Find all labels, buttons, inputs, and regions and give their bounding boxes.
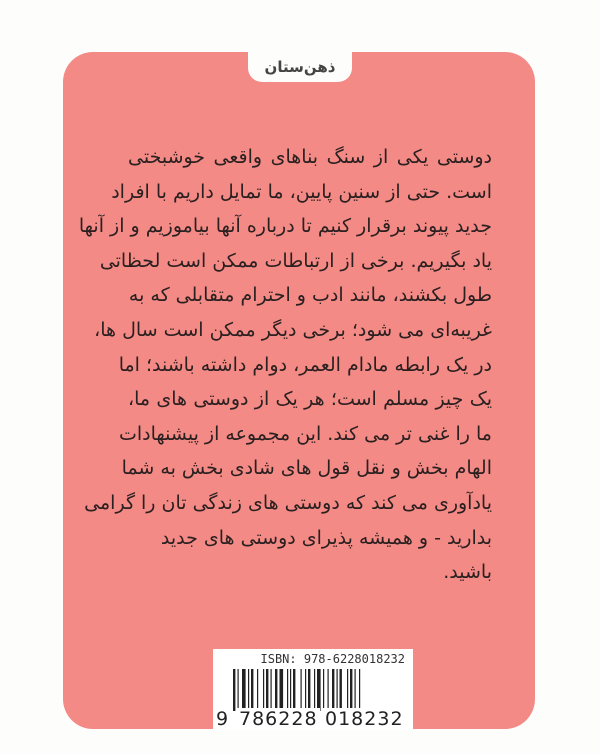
publisher-logo-tab xyxy=(248,52,352,82)
blurb-line: بدارید - و همیشه پذیرای دوستی های جدید xyxy=(160,526,492,549)
blurb-line: غریبه‌ای می شود؛ برخی دیگر ممکن است سال ها، xyxy=(94,318,492,341)
barcode-bar xyxy=(275,669,277,711)
barcode-bar xyxy=(317,669,321,711)
blurb-line: جدید پیوند برقرار کنیم تا درباره آنها بیاموزیم و از آنها xyxy=(78,215,492,238)
barcode-digits-right: 018232 xyxy=(325,708,404,730)
blurb-line: یادآوری می کند که دوستی های زندگی تان را گرامی xyxy=(84,491,492,514)
barcode-digit-first: 9 xyxy=(216,708,229,730)
barcode-bar xyxy=(293,669,295,711)
barcode-bar xyxy=(263,669,264,711)
barcode-bar xyxy=(347,669,348,711)
blurb-line: الهام بخش و نقل قول های شادی بخش به شما xyxy=(121,457,492,480)
barcode-bar xyxy=(233,669,235,711)
barcode-bar xyxy=(248,669,249,711)
barcode-bar xyxy=(314,669,315,711)
barcode-bar xyxy=(251,669,253,711)
isbn-barcode xyxy=(213,649,413,730)
back-cover-blurb xyxy=(78,140,492,590)
barcode-bar xyxy=(359,669,360,711)
barcode-bar xyxy=(332,669,334,711)
barcode-bar xyxy=(238,669,239,711)
barcode-digits-left: 786228 xyxy=(239,708,318,730)
blurb-line: ما را غنی تر می کند. این مجموعه از پیشنهادات xyxy=(119,422,492,445)
barcode-bar xyxy=(290,669,291,711)
barcode-bar xyxy=(271,669,272,711)
blurb-line: باشید. xyxy=(443,561,492,584)
blurb-line: در یک رابطه مادام العمر، دوام داشته باشند؛ اما xyxy=(118,353,492,376)
publisher-logo: ذهن‌ستان xyxy=(264,58,336,76)
isbn-label: ISBN: 978-6228018232 xyxy=(260,652,405,666)
barcode-bar xyxy=(323,669,324,711)
barcode-bar xyxy=(355,669,356,711)
barcode-bar xyxy=(280,669,284,711)
barcode-bar xyxy=(287,669,288,711)
barcode-bar xyxy=(257,669,258,711)
barcode-bar xyxy=(242,669,246,711)
barcode-bar xyxy=(328,669,329,711)
blurb-line: است. حتی از سنین پایین، ما تمایل داریم با افراد xyxy=(111,180,492,203)
barcode-bar xyxy=(337,669,338,711)
barcode-bar xyxy=(340,669,342,711)
barcode-bars xyxy=(233,669,405,711)
barcode-bar xyxy=(305,669,306,711)
barcode-bar xyxy=(266,669,268,711)
blurb-line: طول بکشند، مانند ادب و احترام متقابلی که به xyxy=(128,284,492,307)
blurb-line: یک چیز مسلم است؛ هر یک از دوستی های ما، xyxy=(128,388,492,411)
blurb-line: دوستی یکی از سنگ بناهای واقعی خوشبختی xyxy=(128,146,492,168)
barcode-bar xyxy=(350,669,352,711)
barcode-bar xyxy=(301,669,302,711)
barcode-bar xyxy=(308,669,310,711)
blurb-line: یاد بگیریم. برخی از ارتباطات ممکن است لحظاتی xyxy=(99,249,492,272)
